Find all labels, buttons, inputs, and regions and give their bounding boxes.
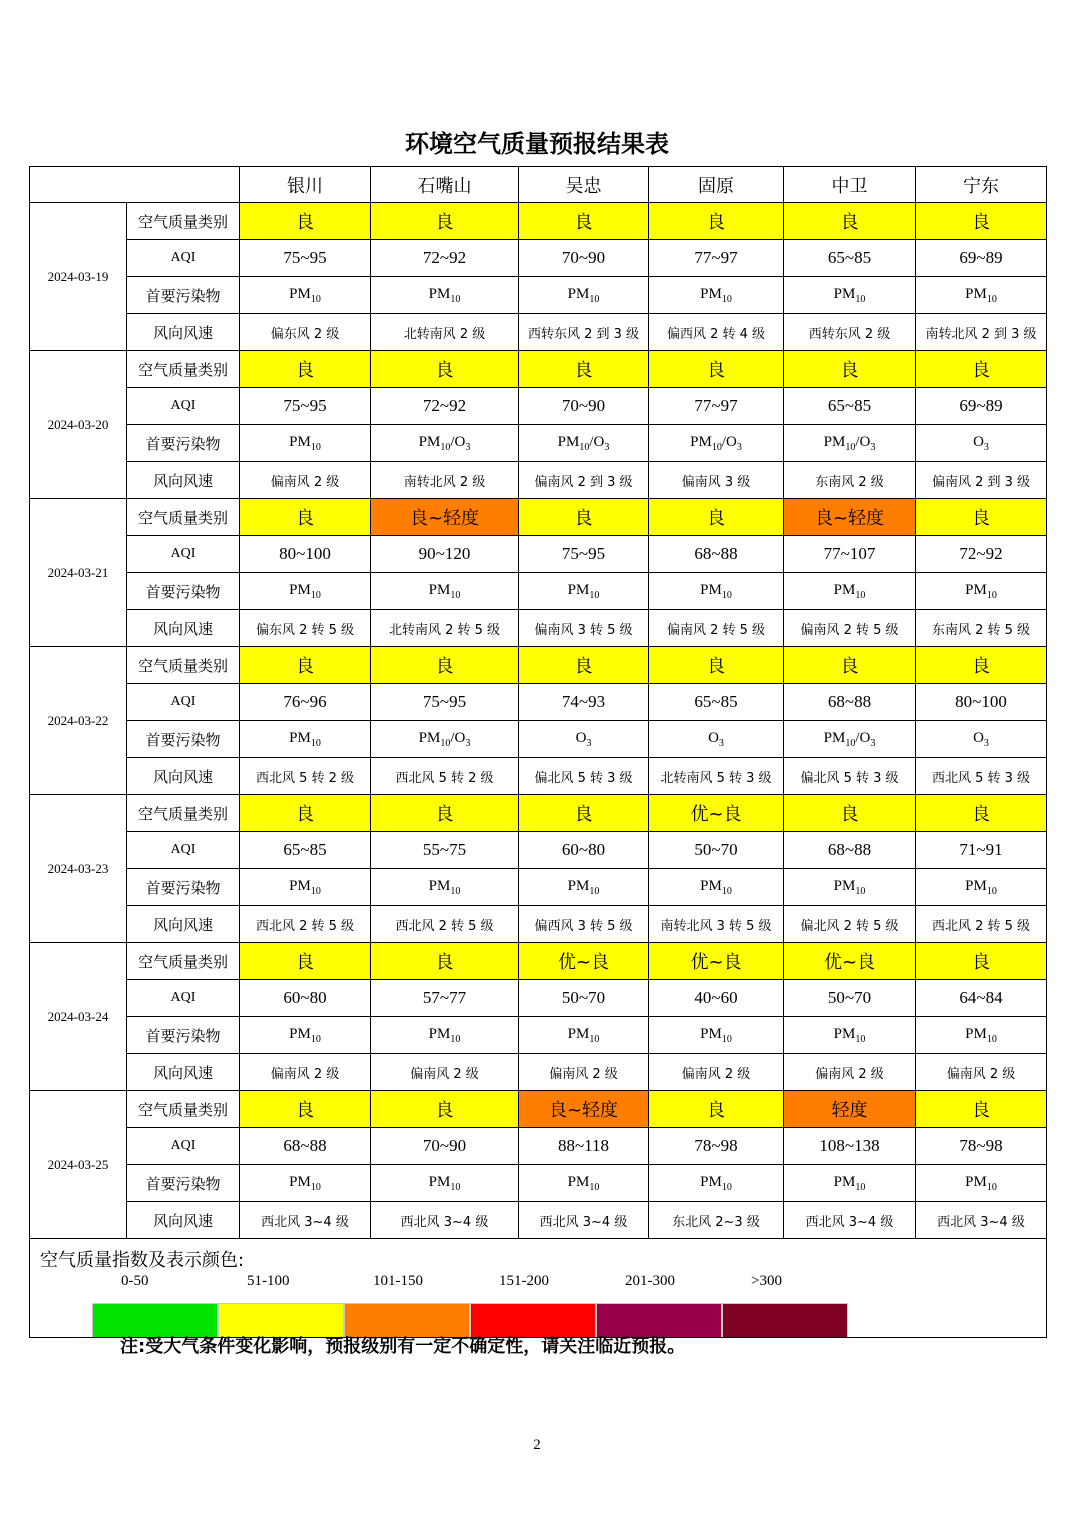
header-corner — [30, 167, 240, 203]
pollutant-cell: $PM_{10}$ — [519, 277, 649, 314]
legend-color-swatch — [722, 1303, 848, 1338]
row-label-category: 空气质量类别 — [127, 203, 240, 240]
category-cell: 良~轻度 — [784, 499, 916, 536]
wind-cell: 东南风 2 级 — [784, 462, 916, 499]
row-label-aqi: AQI — [127, 1128, 240, 1165]
pollutant-cell: $PM_{10}$ — [240, 869, 371, 906]
row-pollutant — [30, 425, 1047, 462]
category-cell: 良 — [916, 647, 1047, 684]
row-category — [30, 943, 1047, 980]
pollutant-cell: $PM_{10}$ — [916, 869, 1047, 906]
aqi-cell: 77~97 — [649, 240, 784, 277]
row-aqi — [30, 832, 1047, 869]
category-cell: 良 — [240, 351, 371, 388]
date-cell: 2024-03-24 — [30, 943, 127, 1091]
aqi-cell: 65~85 — [784, 388, 916, 425]
row-category — [30, 351, 1047, 388]
wind-cell: 西北风 3~4 级 — [916, 1202, 1047, 1239]
legend-range-label: 51-100 — [247, 1273, 290, 1289]
aqi-cell: 77~97 — [649, 388, 784, 425]
row-category — [30, 203, 1047, 240]
pollutant-cell: $PM_{10}$ — [240, 425, 371, 462]
wind-cell: 偏西风 3 转 5 级 — [519, 906, 649, 943]
row-aqi — [30, 388, 1047, 425]
wind-cell: 偏南风 2 到 3 级 — [916, 462, 1047, 499]
wind-cell: 偏南风 2 级 — [240, 1054, 371, 1091]
category-cell: 良 — [371, 795, 519, 832]
row-label-wind: 风向风速 — [127, 758, 240, 795]
row-label-wind: 风向风速 — [127, 1202, 240, 1239]
category-cell: 良 — [649, 203, 784, 240]
pollutant-cell: $O_3$ — [916, 425, 1047, 462]
pollutant-cell: $PM_{10}/O_3$ — [649, 425, 784, 462]
city-header-row — [30, 167, 1047, 203]
aqi-cell: 69~89 — [916, 240, 1047, 277]
wind-cell: 西北风 3~4 级 — [519, 1202, 649, 1239]
category-cell: 良 — [371, 647, 519, 684]
wind-cell: 偏南风 3 转 5 级 — [519, 610, 649, 647]
category-cell: 良 — [649, 351, 784, 388]
date-cell: 2024-03-22 — [30, 647, 127, 795]
wind-cell: 西北风 2 转 5 级 — [371, 906, 519, 943]
wind-cell: 东南风 2 转 5 级 — [916, 610, 1047, 647]
pollutant-cell: $PM_{10}$ — [649, 573, 784, 610]
pollutant-cell: $PM_{10}$ — [916, 1017, 1047, 1054]
row-wind — [30, 314, 1047, 351]
wind-cell: 西北风 5 转 2 级 — [371, 758, 519, 795]
wind-cell: 西北风 5 转 3 级 — [916, 758, 1047, 795]
pollutant-cell: $PM_{10}$ — [916, 277, 1047, 314]
wind-cell: 西转东风 2 级 — [784, 314, 916, 351]
row-wind — [30, 906, 1047, 943]
date-cell: 2024-03-25 — [30, 1091, 127, 1239]
category-cell: 良 — [371, 351, 519, 388]
aqi-cell: 69~89 — [916, 388, 1047, 425]
row-label-aqi: AQI — [127, 388, 240, 425]
pollutant-cell: $PM_{10}$ — [240, 1017, 371, 1054]
row-pollutant — [30, 1165, 1047, 1202]
aqi-cell: 72~92 — [916, 536, 1047, 573]
row-pollutant — [30, 721, 1047, 758]
category-cell: 良 — [916, 1091, 1047, 1128]
legend-range-label: 0-50 — [121, 1273, 149, 1289]
row-aqi — [30, 684, 1047, 721]
row-label-pollutant: 首要污染物 — [127, 1165, 240, 1202]
pollutant-cell: $PM_{10}$ — [784, 869, 916, 906]
wind-cell: 偏南风 2 级 — [649, 1054, 784, 1091]
wind-cell: 偏南风 2 级 — [240, 462, 371, 499]
category-cell: 良 — [784, 647, 916, 684]
category-cell: 良 — [649, 1091, 784, 1128]
row-wind — [30, 1054, 1047, 1091]
aqi-cell: 77~107 — [784, 536, 916, 573]
row-label-wind: 风向风速 — [127, 610, 240, 647]
pollutant-cell: $PM_{10}$ — [649, 1165, 784, 1202]
legend-range-label: 201-300 — [625, 1273, 675, 1289]
aqi-cell: 57~77 — [371, 980, 519, 1017]
aqi-cell: 75~95 — [519, 536, 649, 573]
aqi-cell: 75~95 — [240, 240, 371, 277]
category-cell: 良 — [240, 203, 371, 240]
forecast-table — [29, 166, 1047, 1338]
category-cell: 良~轻度 — [519, 1091, 649, 1128]
wind-cell: 偏南风 2 转 5 级 — [784, 610, 916, 647]
category-cell: 良 — [916, 795, 1047, 832]
aqi-cell: 60~80 — [240, 980, 371, 1017]
wind-cell: 北转南风 2 转 5 级 — [371, 610, 519, 647]
wind-cell: 西北风 3~4 级 — [240, 1202, 371, 1239]
pollutant-cell: $PM_{10}$ — [371, 1165, 519, 1202]
row-label-pollutant: 首要污染物 — [127, 1017, 240, 1054]
pollutant-cell: $O_3$ — [649, 721, 784, 758]
row-label-aqi: AQI — [127, 536, 240, 573]
category-cell: 良 — [519, 203, 649, 240]
pollutant-cell: $PM_{10}$ — [371, 869, 519, 906]
wind-cell: 偏北风 5 转 3 级 — [519, 758, 649, 795]
row-pollutant — [30, 277, 1047, 314]
wind-cell: 北转南风 2 级 — [371, 314, 519, 351]
date-cell: 2024-03-20 — [30, 351, 127, 499]
pollutant-cell: $PM_{10}$ — [240, 277, 371, 314]
aqi-cell: 71~91 — [916, 832, 1047, 869]
wind-cell: 偏北风 5 转 3 级 — [784, 758, 916, 795]
city-header: 银川 — [240, 167, 371, 203]
pollutant-cell: $PM_{10}/O_3$ — [371, 425, 519, 462]
wind-cell: 西北风 2 转 5 级 — [916, 906, 1047, 943]
row-label-aqi: AQI — [127, 684, 240, 721]
aqi-cell: 80~100 — [916, 684, 1047, 721]
aqi-cell: 70~90 — [371, 1128, 519, 1165]
aqi-cell: 64~84 — [916, 980, 1047, 1017]
legend-range-label: >300 — [751, 1273, 782, 1289]
wind-cell: 偏南风 2 到 3 级 — [519, 462, 649, 499]
category-cell: 良 — [916, 351, 1047, 388]
category-cell: 良 — [916, 499, 1047, 536]
category-cell: 良 — [371, 1091, 519, 1128]
row-wind — [30, 462, 1047, 499]
row-label-category: 空气质量类别 — [127, 943, 240, 980]
page-title: 环境空气质量预报结果表 — [405, 130, 669, 158]
row-label-aqi: AQI — [127, 832, 240, 869]
row-category — [30, 795, 1047, 832]
city-header: 石嘴山 — [371, 167, 519, 203]
category-cell: 良 — [784, 795, 916, 832]
row-label-wind: 风向风速 — [127, 462, 240, 499]
pollutant-cell: $PM_{10}/O_3$ — [784, 721, 916, 758]
date-cell: 2024-03-21 — [30, 499, 127, 647]
wind-cell: 西转东风 2 到 3 级 — [519, 314, 649, 351]
pollutant-cell: $PM_{10}$ — [519, 869, 649, 906]
row-label-pollutant: 首要污染物 — [127, 869, 240, 906]
row-category — [30, 499, 1047, 536]
legend-range-label: 151-200 — [499, 1273, 549, 1289]
category-cell: 良 — [519, 795, 649, 832]
aqi-cell: 78~98 — [649, 1128, 784, 1165]
pollutant-cell: $PM_{10}$ — [649, 277, 784, 314]
wind-cell: 偏北风 2 转 5 级 — [784, 906, 916, 943]
legend-title: 空气质量指数及表示颜色: — [40, 1250, 245, 1271]
pollutant-cell: $PM_{10}$ — [371, 1017, 519, 1054]
pollutant-cell: $O_3$ — [916, 721, 1047, 758]
wind-cell: 西北风 3~4 级 — [371, 1202, 519, 1239]
wind-cell: 偏南风 2 级 — [371, 1054, 519, 1091]
wind-cell: 偏南风 2 转 5 级 — [649, 610, 784, 647]
pollutant-cell: $PM_{10}$ — [371, 277, 519, 314]
pollutant-cell: $PM_{10}$ — [371, 573, 519, 610]
pollutant-cell: $PM_{10}/O_3$ — [519, 425, 649, 462]
city-header: 中卫 — [784, 167, 916, 203]
category-cell: 轻度 — [784, 1091, 916, 1128]
wind-cell: 南转北风 2 到 3 级 — [916, 314, 1047, 351]
wind-cell: 南转北风 2 级 — [371, 462, 519, 499]
category-cell: 良 — [371, 943, 519, 980]
aqi-cell: 50~70 — [649, 832, 784, 869]
category-cell: 优~良 — [784, 943, 916, 980]
row-label-wind: 风向风速 — [127, 1054, 240, 1091]
aqi-cell: 68~88 — [649, 536, 784, 573]
pollutant-cell: $PM_{10}/O_3$ — [784, 425, 916, 462]
category-cell: 良 — [519, 499, 649, 536]
category-cell: 良 — [240, 647, 371, 684]
aqi-cell: 80~100 — [240, 536, 371, 573]
pollutant-cell: $PM_{10}$ — [240, 1165, 371, 1202]
row-wind — [30, 758, 1047, 795]
category-cell: 良 — [240, 943, 371, 980]
forecast-note: 注:受大气条件变化影响，预报级别有一定不确定性，请关注临近预报。 — [120, 1336, 686, 1357]
category-cell: 优~良 — [649, 795, 784, 832]
pollutant-cell: $PM_{10}$ — [240, 721, 371, 758]
wind-cell: 偏东风 2 转 5 级 — [240, 610, 371, 647]
aqi-cell: 108~138 — [784, 1128, 916, 1165]
pollutant-cell: $PM_{10}$ — [784, 1165, 916, 1202]
pollutant-cell: $PM_{10}$ — [784, 277, 916, 314]
row-aqi — [30, 240, 1047, 277]
row-wind — [30, 610, 1047, 647]
aqi-cell: 72~92 — [371, 240, 519, 277]
row-label-wind: 风向风速 — [127, 906, 240, 943]
row-label-category: 空气质量类别 — [127, 1091, 240, 1128]
city-header: 吴忠 — [519, 167, 649, 203]
aqi-cell: 68~88 — [784, 832, 916, 869]
aqi-cell: 75~95 — [240, 388, 371, 425]
row-label-category: 空气质量类别 — [127, 499, 240, 536]
category-cell: 良 — [519, 351, 649, 388]
category-cell: 良 — [519, 647, 649, 684]
category-cell: 良 — [649, 499, 784, 536]
aqi-cell: 40~60 — [649, 980, 784, 1017]
pollutant-cell: $PM_{10}$ — [519, 1017, 649, 1054]
wind-cell: 北转南风 5 转 3 级 — [649, 758, 784, 795]
category-cell: 良 — [784, 203, 916, 240]
row-pollutant — [30, 1017, 1047, 1054]
aqi-cell: 65~85 — [649, 684, 784, 721]
aqi-cell: 60~80 — [519, 832, 649, 869]
aqi-cell: 65~85 — [784, 240, 916, 277]
wind-cell: 西北风 2 转 5 级 — [240, 906, 371, 943]
category-cell: 良 — [916, 943, 1047, 980]
city-header: 固原 — [649, 167, 784, 203]
aqi-cell: 65~85 — [240, 832, 371, 869]
pollutant-cell: $PM_{10}$ — [784, 1017, 916, 1054]
row-label-category: 空气质量类别 — [127, 795, 240, 832]
row-label-pollutant: 首要污染物 — [127, 721, 240, 758]
legend-range-label: 101-150 — [373, 1273, 423, 1289]
category-cell: 良 — [649, 647, 784, 684]
category-cell: 良 — [784, 351, 916, 388]
row-label-aqi: AQI — [127, 240, 240, 277]
aqi-cell: 50~70 — [784, 980, 916, 1017]
aqi-cell: 55~75 — [371, 832, 519, 869]
aqi-cell: 70~90 — [519, 240, 649, 277]
aqi-cell: 74~93 — [519, 684, 649, 721]
aqi-cell: 75~95 — [371, 684, 519, 721]
row-label-category: 空气质量类别 — [127, 351, 240, 388]
wind-cell: 偏南风 2 级 — [784, 1054, 916, 1091]
category-cell: 良~轻度 — [371, 499, 519, 536]
category-cell: 良 — [371, 203, 519, 240]
wind-cell: 偏南风 2 级 — [916, 1054, 1047, 1091]
pollutant-cell: $PM_{10}$ — [649, 869, 784, 906]
wind-cell: 西北风 3~4 级 — [784, 1202, 916, 1239]
wind-cell: 偏东风 2 级 — [240, 314, 371, 351]
aqi-cell: 76~96 — [240, 684, 371, 721]
row-wind — [30, 1202, 1047, 1239]
date-cell: 2024-03-23 — [30, 795, 127, 943]
aqi-cell: 50~70 — [519, 980, 649, 1017]
pollutant-cell: $PM_{10}$ — [519, 573, 649, 610]
category-cell: 良 — [916, 203, 1047, 240]
row-aqi — [30, 1128, 1047, 1165]
wind-cell: 南转北风 3 转 5 级 — [649, 906, 784, 943]
city-header: 宁东 — [916, 167, 1047, 203]
row-pollutant — [30, 573, 1047, 610]
pollutant-cell: $PM_{10}$ — [240, 573, 371, 610]
legend-cell — [30, 1239, 1047, 1338]
row-label-aqi: AQI — [127, 980, 240, 1017]
row-aqi — [30, 980, 1047, 1017]
aqi-cell: 70~90 — [519, 388, 649, 425]
aqi-cell: 68~88 — [240, 1128, 371, 1165]
aqi-cell: 68~88 — [784, 684, 916, 721]
wind-cell: 偏西风 2 转 4 级 — [649, 314, 784, 351]
pollutant-cell: $PM_{10}$ — [649, 1017, 784, 1054]
row-label-category: 空气质量类别 — [127, 647, 240, 684]
category-cell: 优~良 — [649, 943, 784, 980]
aqi-cell: 88~118 — [519, 1128, 649, 1165]
wind-cell: 偏南风 2 级 — [519, 1054, 649, 1091]
row-category — [30, 1091, 1047, 1128]
pollutant-cell: $PM_{10}/O_3$ — [371, 721, 519, 758]
pollutant-cell: $PM_{10}$ — [784, 573, 916, 610]
category-cell: 良 — [240, 499, 371, 536]
row-label-pollutant: 首要污染物 — [127, 573, 240, 610]
category-cell: 良 — [240, 1091, 371, 1128]
row-label-wind: 风向风速 — [127, 314, 240, 351]
aqi-cell: 90~120 — [371, 536, 519, 573]
pollutant-cell: $O_3$ — [519, 721, 649, 758]
row-pollutant — [30, 869, 1047, 906]
row-label-pollutant: 首要污染物 — [127, 425, 240, 462]
aqi-cell: 78~98 — [916, 1128, 1047, 1165]
wind-cell: 西北风 5 转 2 级 — [240, 758, 371, 795]
wind-cell: 东北风 2~3 级 — [649, 1202, 784, 1239]
category-cell: 优~良 — [519, 943, 649, 980]
pollutant-cell: $PM_{10}$ — [916, 1165, 1047, 1202]
wind-cell: 偏南风 3 级 — [649, 462, 784, 499]
date-cell: 2024-03-19 — [30, 203, 127, 351]
pollutant-cell: $PM_{10}$ — [519, 1165, 649, 1202]
pollutant-cell: $PM_{10}$ — [916, 573, 1047, 610]
row-category — [30, 647, 1047, 684]
row-aqi — [30, 536, 1047, 573]
category-cell: 良 — [240, 795, 371, 832]
row-label-pollutant: 首要污染物 — [127, 277, 240, 314]
page-number: 2 — [533, 1437, 541, 1453]
aqi-cell: 72~92 — [371, 388, 519, 425]
